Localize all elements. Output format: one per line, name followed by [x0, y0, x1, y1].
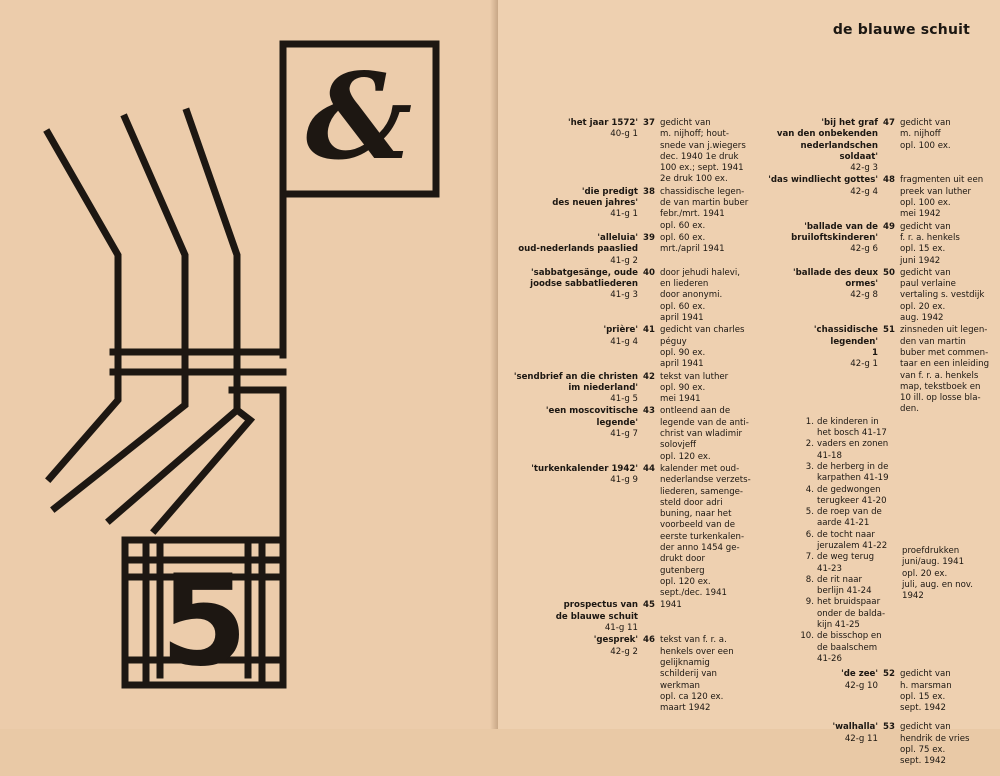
entry-title-line: 'chassidische legenden' — [813, 325, 878, 347]
sublist-number: 5. — [805, 507, 814, 518]
catalog-entry — [498, 600, 758, 634]
sublist-number: 7. — [805, 552, 814, 563]
entry-title-line: 'sabbatgesänge, oude — [530, 267, 638, 278]
entry-title-line: 'ballade van de — [804, 221, 878, 232]
entry-description: gedicht van hendrik de vries opl. 75 ex. sept. 1942 — [900, 722, 970, 767]
sublist-text: de weg terug 41-23 — [817, 552, 875, 574]
entry-number: 46 — [643, 635, 655, 646]
entry-description: fragmenten uit een preek van luther opl. 100 ex. mei 1942 — [900, 175, 984, 220]
entry-title-block — [498, 118, 638, 186]
entry-title-line: 'het jaar 1572' — [567, 118, 638, 128]
entry-title-block — [766, 175, 878, 220]
catalog-entry — [498, 464, 758, 600]
entry-title-line: im niederland' — [568, 382, 638, 393]
sublist-text: vaders en zonen 41-18 — [817, 439, 889, 461]
entry-title-block — [498, 187, 638, 232]
entry-title-line: oud-nederlands paaslied — [518, 244, 638, 255]
sublist-number: 10. — [800, 631, 814, 642]
entry-code: 40-g 1 — [610, 129, 638, 140]
sublist-item — [766, 597, 992, 631]
number-five-glyph: 5 — [160, 547, 248, 694]
catalog-entry — [766, 669, 992, 714]
entry-code: 41-g 4 — [610, 336, 638, 347]
catalog-entry — [498, 233, 758, 267]
entry-title-block — [766, 118, 878, 174]
entry-description: 1941 — [660, 600, 682, 611]
entry-description: tekst van luther opl. 90 ex. mei 1941 — [660, 371, 729, 405]
sublist-number: 2. — [805, 439, 814, 450]
catalog-entry — [766, 325, 992, 415]
entry-number: 39 — [643, 232, 655, 243]
entry-number: 49 — [883, 221, 895, 232]
entry-title-block — [498, 635, 638, 714]
entry-number: 41 — [643, 325, 655, 336]
catalog-entry — [498, 635, 758, 714]
catalog-entry — [766, 118, 992, 174]
entry-title-block — [498, 372, 638, 406]
entry-title-block — [766, 325, 878, 415]
entry-number: 45 — [643, 600, 655, 611]
sublist-number: 8. — [805, 574, 814, 585]
entry-title-block — [498, 464, 638, 600]
entry-title-line: des neuen jahres' — [552, 198, 638, 209]
entry-code: 42-g 6 — [850, 244, 878, 255]
entry-title-block — [498, 268, 638, 324]
sublist-item — [766, 439, 992, 462]
sublist-text: de roep van de aarde 41-21 — [817, 507, 882, 529]
sublist-text: de kinderen in het bosch 41-17 — [817, 416, 887, 439]
sublist-number: 9. — [805, 597, 814, 608]
proof-note: proefdrukken juni/aug. 1941 opl. 20 ex. juli, aug. en nov. 1942 — [902, 546, 974, 602]
entry-code: 42-g 4 — [850, 186, 878, 197]
sublist-text: de bisschop en de baalschem 41-26 — [817, 631, 882, 664]
entry-number: 51 — [883, 325, 895, 336]
catalog-entry — [498, 187, 758, 232]
entry-number: 44 — [643, 463, 655, 474]
entry-code: 41-g 9 — [610, 475, 638, 486]
entry-code: 42-g 2 — [610, 646, 638, 657]
entry-code: 41-g 2 — [610, 255, 638, 266]
left-page — [0, 0, 498, 729]
entry-title-block — [766, 722, 878, 767]
catalog-entry — [766, 268, 992, 324]
entry-title-line: 'gesprek' — [593, 635, 638, 646]
entry-title-block — [498, 600, 638, 634]
entry-title-block — [498, 233, 638, 267]
entry-code: 41-g 1 — [610, 209, 638, 220]
catalog-column-1 — [498, 118, 758, 715]
sublist-text: de rit naar berlijn 41-24 — [817, 574, 872, 597]
stroke-1 — [48, 133, 118, 478]
entry-number: 37 — [643, 118, 655, 128]
entry-title-line: legende' — [596, 417, 638, 428]
entry-title-line: 'bij het graf — [821, 118, 878, 128]
catalog-entry — [766, 222, 992, 267]
entry-title-block — [766, 222, 878, 267]
catalog-entry — [498, 372, 758, 406]
entry-description: gedicht van m. nijhoff opl. 100 ex. — [900, 118, 951, 151]
entry-code: 41-g 11 — [604, 623, 638, 634]
legend-sublist — [766, 417, 992, 666]
sublist-item — [766, 485, 992, 508]
entry-title-line: 'de zee' — [841, 669, 878, 680]
catalog-entry — [498, 406, 758, 462]
entry-description: tekst van f. r. a. henkels over een gelijknamig schilderij van werkman opl. ca 120 ex. maart 1942 — [660, 635, 734, 714]
catalog-entry — [766, 722, 992, 767]
entry-title-line: 'sendbrief an die christen — [513, 371, 638, 382]
entry-description: ontleend aan de legende van de anti- christ van wladimir solovjeff opl. 120 ex. — [660, 406, 749, 462]
catalog-entry — [766, 175, 992, 220]
entry-title-line: de blauwe schuit — [555, 611, 638, 622]
entry-title-line: 1 — [872, 347, 878, 358]
entry-number: 47 — [883, 118, 895, 128]
typographic-artwork — [0, 0, 498, 729]
entry-description: opl. 60 ex. mrt./april 1941 — [660, 232, 725, 255]
sublist-number: 4. — [805, 484, 814, 495]
sublist-text: de gedwongen terugkeer 41-20 — [817, 484, 887, 506]
entry-title-line: 'die predigt — [581, 186, 638, 197]
entry-number: 42 — [643, 371, 655, 382]
entry-code: 42-g 10 — [844, 680, 878, 691]
entry-description: gedicht van charles péguy opl. 90 ex. april 1941 — [660, 325, 745, 370]
entry-description: door jehudi halevi, en liederen door anonymi. opl. 60 ex. april 1941 — [660, 267, 740, 324]
entry-title-line: nederlandschen soldaat' — [800, 140, 878, 162]
sublist-item — [766, 462, 992, 485]
sublist-text: het bruidspaar onder de balda- kijn 41-25 — [817, 597, 886, 631]
entry-code: 42-g 8 — [850, 290, 878, 301]
entry-description: gedicht van f. r. a. henkels opl. 15 ex. juni 1942 — [900, 221, 960, 266]
entry-code: 41-g 3 — [610, 290, 638, 301]
entry-number: 40 — [643, 267, 655, 278]
entry-title-block — [498, 406, 638, 462]
sublist-number: 1. — [805, 416, 814, 427]
sublist-item — [766, 507, 992, 530]
entry-description: gedicht van h. marsman opl. 15 ex. sept. 1942 — [900, 669, 952, 714]
entry-title-block — [498, 325, 638, 370]
entry-code: 41-g 5 — [610, 394, 638, 405]
sublist-number: 6. — [805, 529, 814, 540]
entry-title-block — [766, 669, 878, 714]
catalog-entry — [498, 118, 758, 186]
entry-description: kalender met oud- nederlandse verzets- liederen, samenge- steld door adri buning, naar het voorbeeld van de eerste turkenkalen- der anno 1454 ge- drukt door gutenberg opl. 120 ex. sept./dec. 1941 — [660, 463, 751, 599]
entry-title-line: bruiloftskinderen' — [791, 232, 878, 243]
entry-title-line: prospectus van — [563, 600, 638, 611]
entry-title-line: 'prière' — [603, 325, 638, 336]
entry-title-line: 'das windliecht gottes' — [768, 175, 878, 186]
entry-number: 38 — [643, 186, 655, 197]
entry-title-line: 'walhalla' — [832, 722, 878, 733]
entry-title-line: van den onbekenden — [776, 129, 878, 140]
entry-title-line: 'alleluia' — [597, 232, 638, 243]
entry-title-line: 'ballade des deux ormes' — [793, 267, 878, 290]
catalog-entry — [498, 325, 758, 370]
entry-description: gedicht van m. nijhoff; hout- snede van j.wiegers dec. 1940 1e druk 100 ex.; sept. 1941 2e druk 100 ex. — [660, 118, 746, 185]
sublist-text: de tocht naar jeruzalem 41-22 — [817, 529, 888, 551]
entry-number: 53 — [883, 722, 895, 733]
entry-title-line: 'een moscovitische — [545, 406, 638, 417]
entry-number: 50 — [883, 267, 895, 278]
entry-description: gedicht van paul verlaine vertaling s. vestdijk opl. 20 ex. aug. 1942 — [900, 267, 985, 324]
running-header: de blauwe schuit — [832, 22, 970, 38]
entry-title-line: 'turkenkalender 1942' — [531, 463, 638, 474]
entry-title-line: joodse sabbatliederen — [530, 279, 638, 290]
sublist-number: 3. — [805, 461, 814, 472]
entry-code: 42-g 3 — [850, 163, 878, 174]
ampersand-glyph: & — [305, 47, 413, 186]
entry-number: 48 — [883, 175, 895, 186]
sublist-item — [766, 417, 992, 440]
entry-number: 43 — [643, 406, 655, 417]
entry-number: 52 — [883, 669, 895, 680]
catalog-column-2 — [766, 118, 992, 776]
sublist-item — [766, 631, 992, 665]
entry-code: 42-g 1 — [850, 359, 878, 370]
entry-code: 41-g 7 — [610, 429, 638, 440]
catalog-entry — [498, 268, 758, 324]
entry-code: 42-g 11 — [844, 733, 878, 744]
entry-description: zinsneden uit legen- den van martin buber met commen- taar en een inleiding van f. r. a. henkels map, tekstboek en 10 ill. op losse bla- den. — [900, 325, 990, 415]
sublist-text: de herberg in de karpathen 41-19 — [817, 461, 889, 484]
entry-description: chassidische legen- de van martin buber febr./mrt. 1941 opl. 60 ex. — [660, 186, 749, 231]
entry-title-block — [766, 268, 878, 324]
